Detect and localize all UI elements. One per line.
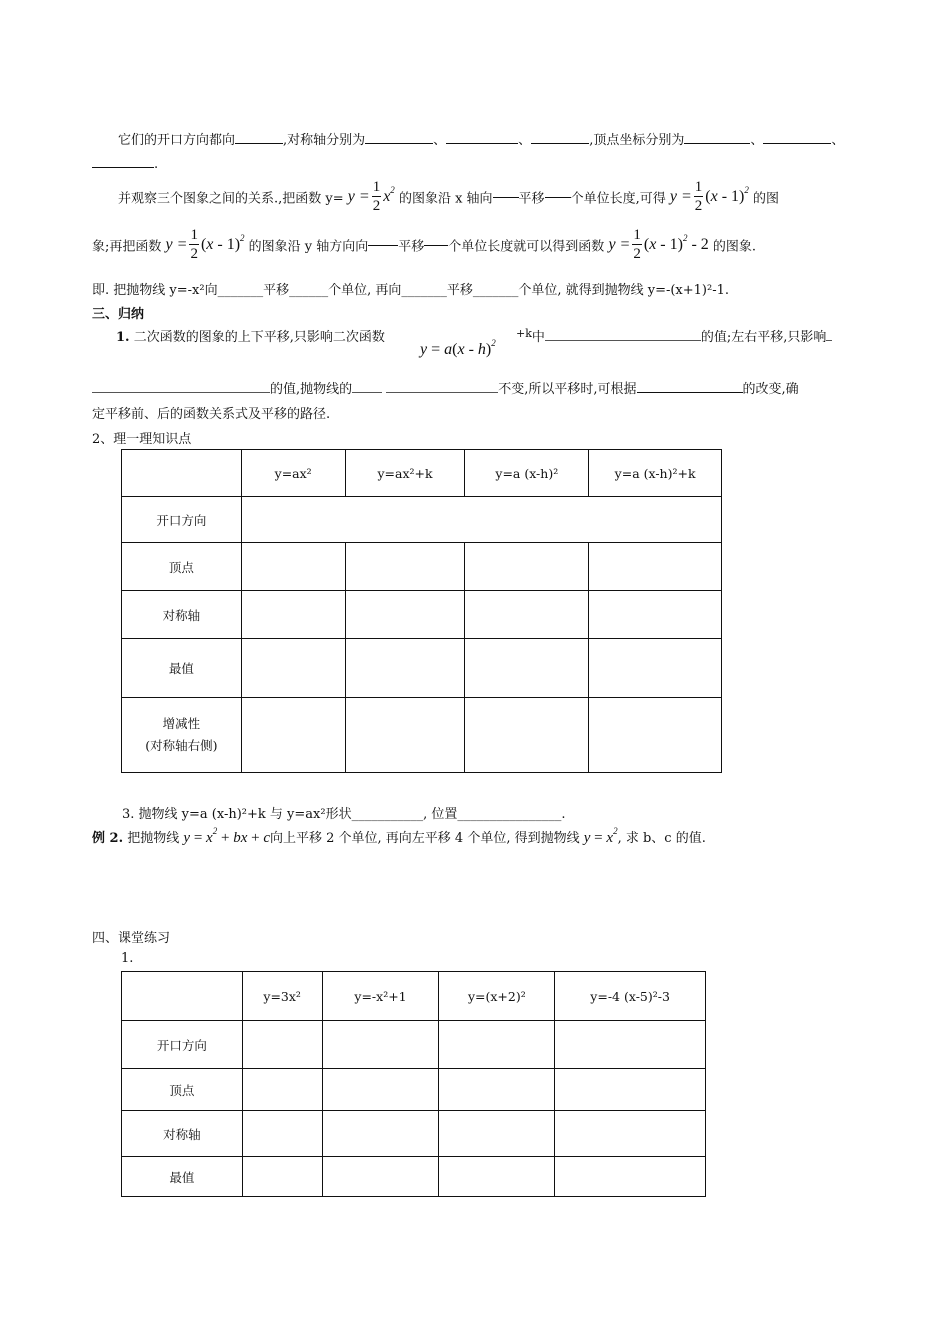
para3-text-a: 象;再把函数 xyxy=(92,239,162,255)
para2-text-d: 个单位长度,可得 xyxy=(570,191,666,207)
empty-cell xyxy=(555,1021,706,1069)
row-label: 最值 xyxy=(122,639,242,698)
empty-cell xyxy=(241,497,721,543)
empty-cell xyxy=(345,591,465,639)
empty-cell xyxy=(322,1069,439,1111)
blank xyxy=(531,143,589,144)
para2-line xyxy=(118,180,779,214)
empty-cell xyxy=(241,698,345,773)
summary1-text-d: 的值,抛物线的 xyxy=(270,382,353,397)
para1-text-b: ,对称轴分别为 xyxy=(283,133,366,148)
empty-cell xyxy=(439,1069,555,1111)
para3-text-e: 的图象. xyxy=(712,239,757,255)
blank xyxy=(365,143,433,144)
blank xyxy=(92,392,270,393)
example2-text-b: 向上平移 2 个单位, 再向左平移 4 个单位, 得到抛物线 xyxy=(270,831,580,846)
row-label: 最值 xyxy=(122,1157,243,1197)
para1-text-f: 、 xyxy=(750,133,764,148)
empty-cell xyxy=(589,543,722,591)
para1-text-c: 、 xyxy=(433,133,447,148)
formula-y-a-x-minus-h-sq: y = a(x - h)$^2$ xyxy=(420,338,496,358)
empty-cell xyxy=(345,639,465,698)
empty-cell xyxy=(242,1069,322,1111)
summary2-title: 2、理一理知识点 xyxy=(92,432,192,447)
table-header-cell: y=ax²+k xyxy=(345,450,465,497)
summary1-text-e: 不变,所以平移时,可根据 xyxy=(498,382,637,397)
para4: 即. 把抛物线 y=-x²向_______平移______个单位, 再向_______平移_______个单位, 就得到抛物线 y=-(x+1)²-1. xyxy=(92,283,730,298)
row-label-line1: 增减性 xyxy=(162,716,201,731)
section3-title: 三、归纳 xyxy=(92,307,145,322)
row-label: 顶点 xyxy=(122,543,242,591)
blank xyxy=(446,143,518,144)
table-header-cell xyxy=(122,972,243,1021)
empty-cell xyxy=(439,1111,555,1157)
table-header-cell: y=a (x-h)²+k xyxy=(589,450,722,497)
row-label: 对称轴 xyxy=(122,1111,243,1157)
blank xyxy=(424,245,448,246)
empty-cell xyxy=(439,1157,555,1197)
empty-cell xyxy=(345,543,465,591)
blank xyxy=(368,245,398,246)
para1-text-e: ,顶点坐标分别为 xyxy=(589,133,685,148)
para3-text-c: 平移 xyxy=(398,239,425,255)
row-label: 开口方向 xyxy=(122,497,242,543)
blank xyxy=(493,197,519,198)
summary1-num: 1. xyxy=(116,330,130,345)
para3-line xyxy=(92,228,756,262)
blank xyxy=(92,167,154,168)
para3-text-d: 个单位长度就可以得到函数 xyxy=(448,239,605,255)
empty-cell xyxy=(589,698,722,773)
blank xyxy=(352,392,382,393)
empty-cell xyxy=(242,1111,322,1157)
empty-cell xyxy=(555,1111,706,1157)
empty-cell xyxy=(465,591,589,639)
row-label: 对称轴 xyxy=(122,591,242,639)
blank xyxy=(545,340,701,341)
row-label: 开口方向 xyxy=(122,1021,243,1069)
empty-cell xyxy=(589,639,722,698)
summary1-text-c: 的值;左右平移,只影响 xyxy=(700,330,827,345)
para2-text-b: 的图象沿 x 轴向 xyxy=(398,191,493,207)
exercise1-num: 1. xyxy=(121,951,134,966)
example2-text-a: 把抛物线 xyxy=(127,831,180,846)
empty-cell xyxy=(555,1069,706,1111)
exercise-table xyxy=(121,971,706,1197)
formula-y-half-x-minus-1-sq-minus-2: y = $\frac{1}{2}$ (x - 1)$^2$ - 2 xyxy=(608,227,709,262)
empty-cell xyxy=(322,1157,439,1197)
formula-y-half-x2: y = $\frac{1}{2}$ $x^2$ xyxy=(347,179,395,214)
summary1-plus-k: +k xyxy=(516,327,532,340)
empty-cell xyxy=(242,1157,322,1197)
summary1-line3: 定平移前、后的函数关系式及平移的路径. xyxy=(92,407,331,422)
formula-y-x2: $y = x^2$ xyxy=(583,826,618,846)
table-header-cell: y=3x² xyxy=(242,972,322,1021)
example2 xyxy=(92,826,706,847)
row-label-line2: (对称轴右侧) xyxy=(145,738,218,753)
empty-cell xyxy=(465,543,589,591)
table-header-cell xyxy=(122,450,242,497)
empty-cell xyxy=(241,543,345,591)
section4-title: 四、课堂练习 xyxy=(92,931,171,946)
para2-text-c: 平移 xyxy=(518,191,545,207)
para3-text-b: 的图象沿 y 轴方向向 xyxy=(248,239,369,255)
empty-cell xyxy=(465,639,589,698)
example2-label: 例 2. xyxy=(92,831,124,846)
formula-y-half-x-minus-1-sq: y = $\frac{1}{2}$ (x - 1)$^2$ xyxy=(669,179,749,214)
empty-cell xyxy=(241,591,345,639)
blank xyxy=(826,340,832,341)
empty-cell xyxy=(439,1021,555,1069)
para2-text-e: 的图 xyxy=(752,191,779,207)
empty-cell xyxy=(345,698,465,773)
blank xyxy=(684,143,750,144)
empty-cell xyxy=(241,639,345,698)
empty-cell xyxy=(465,698,589,773)
knowledge-table xyxy=(121,449,722,773)
empty-cell xyxy=(589,591,722,639)
summary1-line2 xyxy=(92,378,799,397)
blank xyxy=(763,143,831,144)
summary1-text-a: 二次函数的图象的上下平移,只影响二次函数 xyxy=(133,330,385,345)
summary1-text-f: 的改变,确 xyxy=(742,382,799,397)
blank xyxy=(545,197,571,198)
formula-y-half-x-minus-1-sq: y = $\frac{1}{2}$ (x - 1)$^2$ xyxy=(165,227,245,262)
para1-text-h: . xyxy=(154,157,159,172)
para1-text-a: 它们的开口方向都向 xyxy=(118,133,236,148)
blank xyxy=(386,392,498,393)
summary1-line1-b xyxy=(516,326,832,345)
para1-line2 xyxy=(92,157,158,172)
empty-cell xyxy=(242,1021,322,1069)
blank xyxy=(637,392,743,393)
row-label: 顶点 xyxy=(122,1069,243,1111)
para1-text-g: 、 xyxy=(831,133,845,148)
summary1-text-b: 中 xyxy=(531,330,545,345)
table-header-cell: y=-4 (x-5)²-3 xyxy=(555,972,706,1021)
table-header-cell: y=-x²+1 xyxy=(322,972,439,1021)
example2-text-c: , 求 b、c 的值. xyxy=(617,831,706,846)
table-header-cell: y=(x+2)² xyxy=(439,972,555,1021)
table-header-cell: y=ax² xyxy=(241,450,345,497)
para1-line1 xyxy=(118,129,844,148)
blank xyxy=(235,143,283,144)
formula-y-x2-bx-c: $y = x^2$ + bx + c xyxy=(183,826,270,846)
para1-text-d: 、 xyxy=(518,133,532,148)
summary1-line1 xyxy=(116,326,385,345)
empty-cell xyxy=(322,1021,439,1069)
row-label xyxy=(122,698,242,773)
para2-text-a: 并观察三个图象之间的关系.,把函数 y= xyxy=(118,191,344,207)
summary3: 3. 抛物线 y=a (x-h)²+k 与 y=ax²形状___________, 位置________________. xyxy=(122,807,566,822)
empty-cell xyxy=(555,1157,706,1197)
table-header-cell: y=a (x-h)² xyxy=(465,450,589,497)
empty-cell xyxy=(322,1111,439,1157)
